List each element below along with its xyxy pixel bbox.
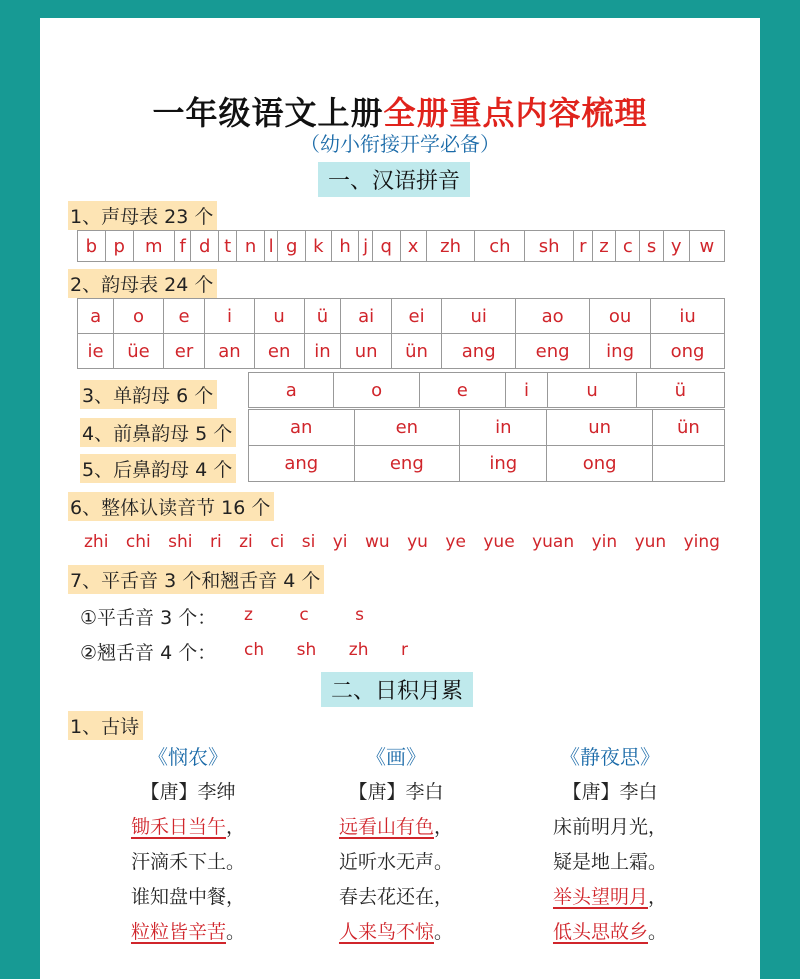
zhengti-syllable: ri bbox=[209, 532, 222, 552]
poem-line-punct: ， bbox=[226, 886, 246, 908]
zhengti-syllable: yue bbox=[483, 532, 515, 552]
qiao-syllable: r bbox=[400, 640, 408, 660]
poem-line-text: 春去花还在 bbox=[338, 886, 434, 908]
poem-line-text: 锄禾日当午 bbox=[130, 816, 226, 838]
zhengti-label: 6、整体认读音节 16 个 bbox=[68, 492, 274, 521]
zhengti-syllable: si bbox=[301, 532, 316, 552]
shengmu-cell: n bbox=[237, 231, 265, 262]
qiao-syllable: ch bbox=[244, 640, 265, 660]
shengmu-row bbox=[78, 231, 725, 262]
yunmu-cell: an bbox=[205, 334, 255, 369]
qiao-items bbox=[244, 640, 408, 660]
houbi-cell: eng bbox=[354, 446, 460, 482]
title-black: 一年级语文上册 bbox=[152, 94, 384, 132]
poem-minnong bbox=[88, 740, 288, 950]
poem-hua bbox=[296, 740, 496, 950]
houbi-cell: ing bbox=[460, 446, 547, 482]
yunmu-cell: üe bbox=[114, 334, 164, 369]
houbi-label: 5、后鼻韵母 4 个 bbox=[80, 454, 236, 483]
zhengti-syllable: ye bbox=[445, 532, 466, 552]
shengmu-cell: ch bbox=[475, 231, 525, 262]
shengmu-cell: g bbox=[278, 231, 306, 262]
poem-line-text: 近听水无声 bbox=[338, 851, 434, 873]
yunmu-row bbox=[78, 334, 725, 369]
qiao-label: ②翘舌音 4 个： bbox=[80, 642, 217, 664]
poem-author: 【唐】李白 bbox=[562, 781, 658, 803]
section-pinyin-heading: 一、汉语拼音 bbox=[318, 162, 470, 197]
yunmu-cell: ü bbox=[304, 299, 341, 334]
shengmu-cell: t bbox=[219, 231, 237, 262]
yunmu-cell: ün bbox=[391, 334, 441, 369]
shengmu-cell: p bbox=[105, 231, 133, 262]
shengmu-cell: z bbox=[592, 231, 615, 262]
yunmu-row bbox=[78, 299, 725, 334]
shengmu-cell: k bbox=[306, 231, 332, 262]
shengmu-cell: h bbox=[331, 231, 359, 262]
poem-author: 【唐】李白 bbox=[348, 781, 444, 803]
poem-line bbox=[510, 845, 710, 880]
poem-title: 《画》 bbox=[366, 745, 426, 769]
poem-line-text: 谁知盘中餐 bbox=[130, 886, 226, 908]
yunmu-label: 2、韵母表 24 个 bbox=[68, 269, 217, 298]
danyunmu-table bbox=[248, 372, 725, 408]
zhengti-syllable: yun bbox=[634, 532, 667, 552]
ping-syllable: z bbox=[244, 605, 253, 625]
danyunmu-cell: e bbox=[419, 373, 505, 408]
qianbi-row bbox=[249, 410, 725, 446]
shengmu-cell: l bbox=[264, 231, 277, 262]
houbi-cell: ang bbox=[249, 446, 355, 482]
zhengti-syllable: ying bbox=[683, 532, 720, 552]
houbi-cell bbox=[652, 446, 724, 482]
shengmu-label: 1、声母表 23 个 bbox=[68, 201, 217, 230]
page-subtitle: （幼小衔接开学必备） bbox=[300, 132, 500, 156]
shengmu-cell: s bbox=[640, 231, 663, 262]
qianbi-cell: un bbox=[547, 410, 652, 446]
yunmu-cell: ou bbox=[590, 299, 651, 334]
yunmu-cell: ing bbox=[590, 334, 651, 369]
section-accumulation-heading: 二、日积月累 bbox=[321, 672, 473, 707]
poem-line-text: 远看山有色 bbox=[338, 816, 434, 838]
qianbi-cell: in bbox=[460, 410, 547, 446]
danyunmu-cell: i bbox=[505, 373, 548, 408]
poem-title: 《静夜思》 bbox=[560, 745, 660, 769]
poem-line bbox=[296, 810, 496, 845]
poem-line-text: 汗滴禾下土 bbox=[130, 851, 226, 873]
shengmu-cell: x bbox=[400, 231, 426, 262]
shengmu-cell: y bbox=[663, 231, 689, 262]
poem-line-text: 粒粒皆辛苦 bbox=[130, 921, 226, 943]
yunmu-cell: ong bbox=[651, 334, 725, 369]
shengmu-cell: b bbox=[78, 231, 106, 262]
zhengti-syllable: ci bbox=[270, 532, 285, 552]
yunmu-table bbox=[77, 298, 725, 369]
danyunmu-cell: o bbox=[334, 373, 419, 408]
yunmu-cell: iu bbox=[651, 299, 725, 334]
poem-line-punct: 。 bbox=[226, 921, 246, 943]
shengmu-cell: d bbox=[191, 231, 219, 262]
ping-syllable: s bbox=[355, 605, 364, 625]
poem-line-punct: ， bbox=[434, 886, 454, 908]
poem-line bbox=[88, 810, 288, 845]
poem-line-punct: ， bbox=[648, 816, 668, 838]
poem-line-punct: 。 bbox=[226, 851, 246, 873]
poem-line-punct: 。 bbox=[648, 921, 668, 943]
ping-label: ①平舌音 3 个： bbox=[80, 607, 217, 629]
yunmu-cell: ui bbox=[442, 299, 516, 334]
shengmu-cell: r bbox=[574, 231, 593, 262]
yunmu-cell: a bbox=[78, 299, 114, 334]
shengmu-cell: c bbox=[616, 231, 640, 262]
poem-line bbox=[296, 880, 496, 915]
yunmu-cell: u bbox=[254, 299, 304, 334]
danyunmu-cell: u bbox=[548, 373, 636, 408]
poem-line-text: 疑是地上霜 bbox=[552, 851, 648, 873]
houbi-cell: ong bbox=[547, 446, 652, 482]
poem-line-text: 床前明月光 bbox=[552, 816, 648, 838]
zhengti-syllable: wu bbox=[364, 532, 390, 552]
zhengti-syllable: zhi bbox=[84, 532, 109, 552]
shengmu-cell: w bbox=[689, 231, 724, 262]
qianbi-cell: ün bbox=[652, 410, 724, 446]
shengmu-table bbox=[77, 230, 725, 262]
poem-line-text: 低头思故乡 bbox=[552, 921, 648, 943]
qiao-syllable: zh bbox=[348, 640, 369, 660]
yunmu-cell: eng bbox=[516, 334, 590, 369]
yunmu-cell: en bbox=[254, 334, 304, 369]
zhengti-syllable: yin bbox=[591, 532, 618, 552]
qianbi-cell: an bbox=[249, 410, 355, 446]
poem-line bbox=[510, 915, 710, 950]
poem-line-text: 举头望明月 bbox=[552, 886, 648, 908]
shengmu-cell: sh bbox=[525, 231, 574, 262]
qianbi-cell: en bbox=[354, 410, 460, 446]
yunmu-cell: ai bbox=[341, 299, 391, 334]
shengmu-cell: f bbox=[174, 231, 190, 262]
shengmu-cell: zh bbox=[426, 231, 475, 262]
zhengti-syllable: yuan bbox=[532, 532, 575, 552]
yunmu-cell: un bbox=[341, 334, 391, 369]
poem-line-punct: 。 bbox=[434, 851, 454, 873]
poem-line-punct: ， bbox=[434, 816, 454, 838]
zhengti-syllable: chi bbox=[125, 532, 151, 552]
poem-line bbox=[88, 845, 288, 880]
yunmu-cell: ao bbox=[516, 299, 590, 334]
poem-line-text: 人来鸟不惊 bbox=[338, 921, 434, 943]
poem-line-punct: 。 bbox=[648, 851, 668, 873]
yunmu-cell: ang bbox=[442, 334, 516, 369]
danyunmu-cell: a bbox=[249, 373, 334, 408]
yunmu-cell: er bbox=[163, 334, 204, 369]
poem-line-punct: ， bbox=[226, 816, 246, 838]
ping-items bbox=[244, 605, 364, 625]
zhengti-syllable: yu bbox=[407, 532, 428, 552]
pingqiao-label: 7、平舌音 3 个和翘舌音 4 个 bbox=[68, 565, 324, 594]
yunmu-cell: ie bbox=[78, 334, 114, 369]
yunmu-cell: o bbox=[114, 299, 164, 334]
poem-jingyesi bbox=[510, 740, 710, 950]
poem-line bbox=[88, 880, 288, 915]
poem-title: 《悯农》 bbox=[148, 745, 228, 769]
poem-line bbox=[88, 915, 288, 950]
qiao-syllable: sh bbox=[296, 640, 317, 660]
poem-author: 【唐】李绅 bbox=[140, 781, 236, 803]
poem-line bbox=[510, 810, 710, 845]
shengmu-cell: q bbox=[372, 231, 400, 262]
danyunmu-label: 3、单韵母 6 个 bbox=[80, 380, 217, 409]
houbi-row bbox=[249, 446, 725, 482]
yunmu-cell: e bbox=[163, 299, 204, 334]
shengmu-cell: m bbox=[133, 231, 174, 262]
yunmu-cell: i bbox=[205, 299, 255, 334]
yunmu-cell: ei bbox=[391, 299, 441, 334]
poem-line bbox=[510, 880, 710, 915]
poem-line bbox=[296, 845, 496, 880]
zhengti-row bbox=[84, 532, 720, 552]
yunmu-cell: in bbox=[304, 334, 341, 369]
shengmu-cell: j bbox=[359, 231, 372, 262]
poem-line-punct: 。 bbox=[434, 921, 454, 943]
gushi-label: 1、古诗 bbox=[68, 711, 143, 740]
zhengti-syllable: zi bbox=[239, 532, 253, 552]
ping-syllable: c bbox=[299, 605, 309, 625]
poem-line-punct: ， bbox=[648, 886, 668, 908]
bi-table bbox=[248, 409, 725, 482]
zhengti-syllable: yi bbox=[332, 532, 348, 552]
poem-line bbox=[296, 915, 496, 950]
qianbi-label: 4、前鼻韵母 5 个 bbox=[80, 418, 236, 447]
danyunmu-cell: ü bbox=[636, 373, 724, 408]
zhengti-syllable: shi bbox=[168, 532, 193, 552]
document-page bbox=[40, 18, 760, 979]
title-red: 全册重点内容梳理 bbox=[383, 94, 648, 132]
danyunmu-row bbox=[249, 373, 725, 408]
